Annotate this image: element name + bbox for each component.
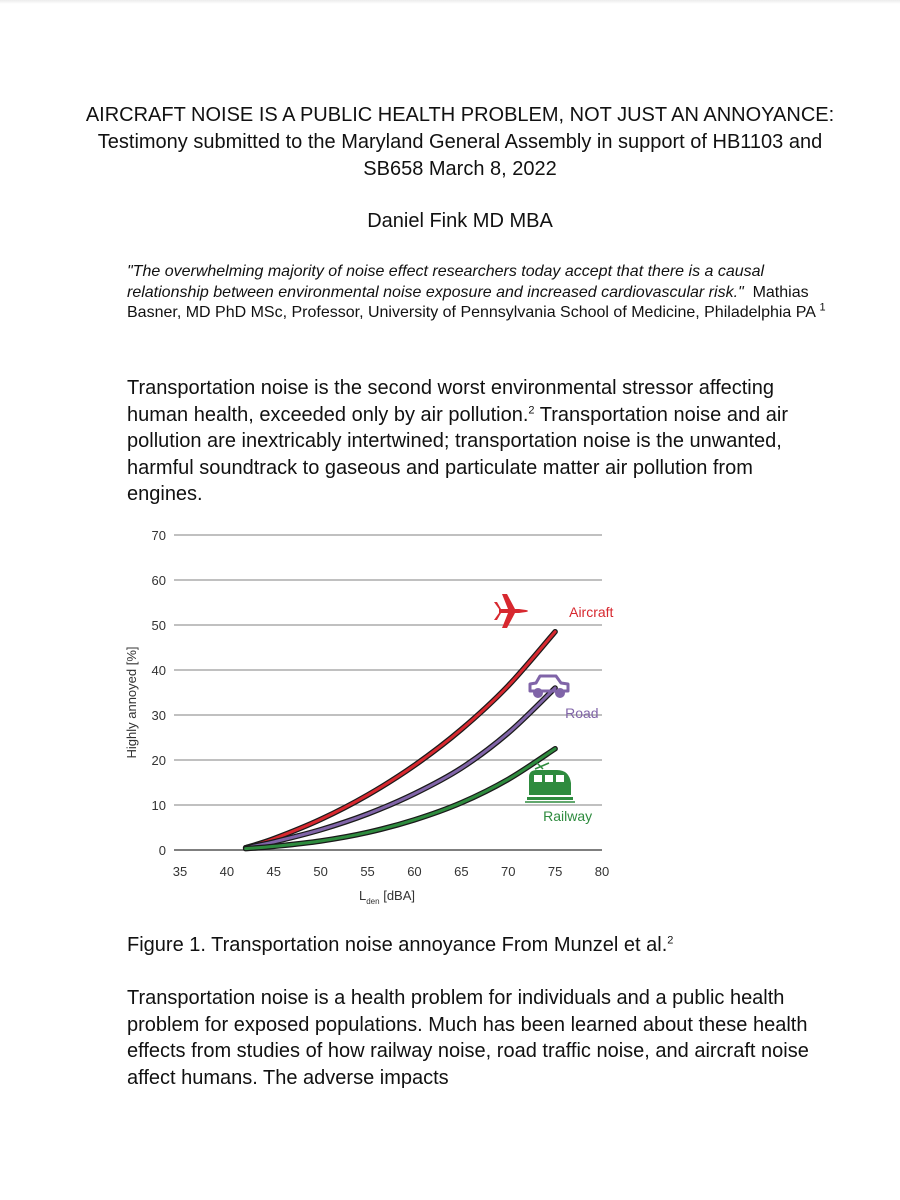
x-tick-label: 40 [219,864,235,879]
page-edge [0,0,900,4]
x-axis-label [359,888,415,906]
x-tick-label: 65 [454,864,469,879]
x-tick-label: 45 [266,864,282,879]
x-axis-label-main: L [359,888,367,903]
y-tick-label: 60 [151,573,166,588]
series-label-railway: Railway [543,807,593,824]
annoyance-chart [110,515,630,915]
airplane-icon [494,594,528,628]
x-tick-label: 80 [594,864,610,879]
x-tick-label: 35 [172,864,188,879]
paragraph-2: Transportation noise is a health problem for individuals and a public health problem for exposed populations. Much has been learned about these health effects from studies of how railway noise, road traffic noise, and aircraft noise affect humans. The adverse impacts [127,987,809,1089]
x-tick-label: 70 [500,864,516,879]
x-tick-label: 55 [360,864,375,879]
y-tick-label: 40 [151,663,166,678]
caption-text: Figure 1. Transportation noise annoyance From Munzel et al. [127,934,668,956]
y-tick-label: 30 [151,708,166,723]
series-line-shadow [246,632,555,848]
quote-attribution: Mathias Basner, MD PhD MSc, Professor, University of Pennsylvania School of Medicine, Philadelphia PA [127,283,816,321]
y-tick-label: 50 [151,618,166,633]
series-label-aircraft: Aircraft [569,603,614,620]
series-line-aircraft [246,632,555,848]
x-axis-label-sub: den [366,897,380,906]
footnote-ref-2: 2 [528,403,535,416]
quote-text: "The overwhelming majority of noise effect researchers today accept that there is a causal relationship between environmental noise exposure and increased cardiovascular risk." [127,263,765,301]
y-axis-label: Highly annoyed [%] [124,646,139,759]
epigraph-quote [127,262,827,324]
x-axis-label-unit: [dBA] [379,888,416,903]
document-title: AIRCRAFT NOISE IS A PUBLIC HEALTH PROBLEM, NOT JUST AN ANNOYANCE: Testimony submitted to the Maryland General Assembly in support of HB1103 and SB658 March 8, 2022 [85,104,835,180]
footnote-ref-1: 1 [819,301,826,314]
x-tick-label: 75 [547,864,563,879]
series-label-road: Road [565,705,599,721]
paragraph-1-text-b: Transportation noise and air pollution are inextricably intertwined; transportation noise is the unwanted, harmful soundtrack to gaseous and particulate matter air pollution from engines. [127,403,789,505]
footnote-ref-2-caption: 2 [667,934,674,947]
y-tick-label: 0 [158,843,166,858]
train-icon [525,763,575,802]
y-tick-label: 10 [151,798,166,813]
x-tick-label: 60 [407,864,422,879]
paragraph-1-text-a: Transportation noise is the second worst environmental stressor affecting human health, exceeded only by air pollution. [127,377,774,426]
paragraph-1 [127,375,827,508]
x-tick-label: 50 [313,864,328,879]
figure-caption [127,932,827,958]
y-tick-label: 20 [151,753,166,768]
document-author: Daniel Fink MD MBA [367,210,553,232]
y-tick-label: 70 [151,528,166,543]
